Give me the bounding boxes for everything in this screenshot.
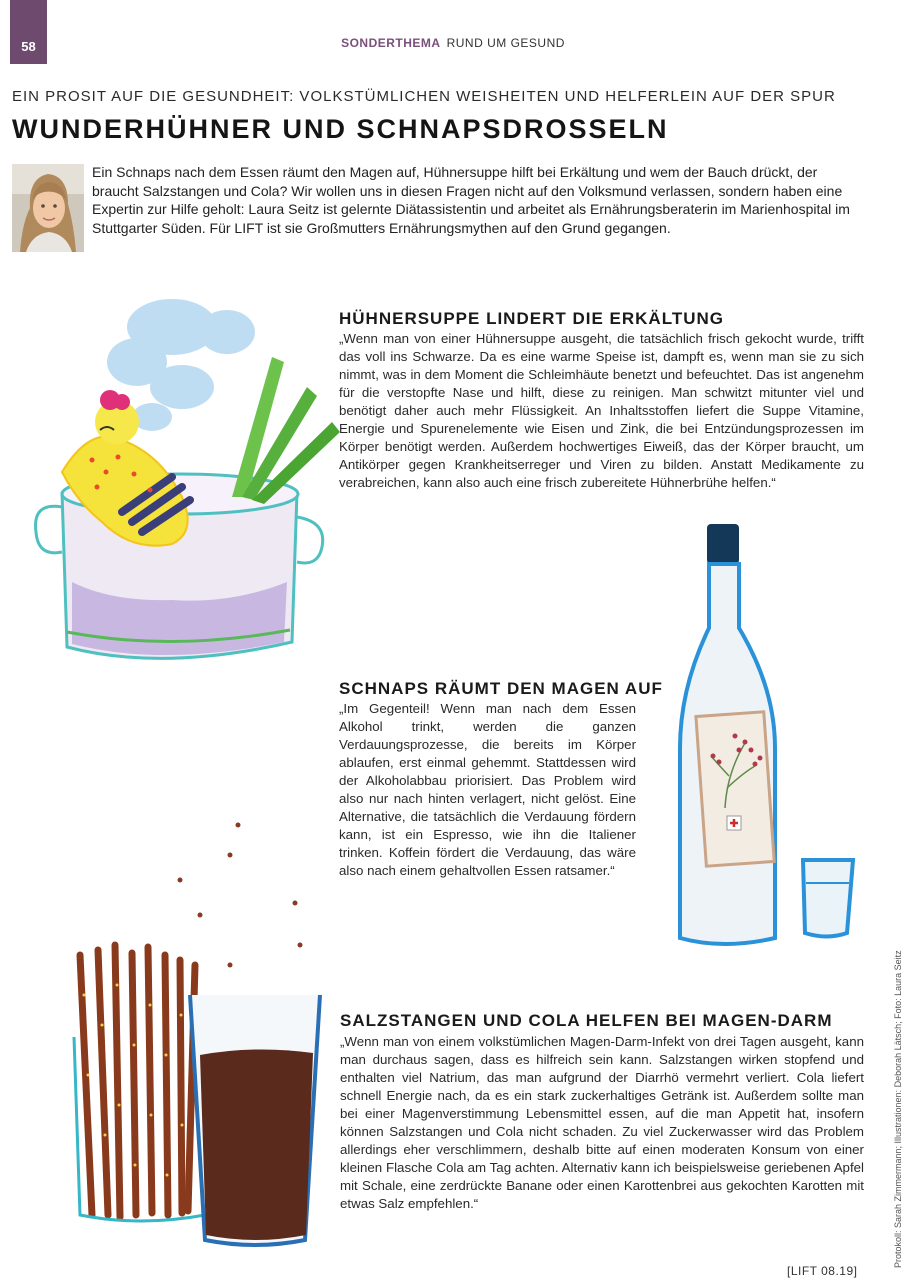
- article-headline: WUNDERHÜHNER UND SCHNAPSDROSSELN: [12, 114, 669, 144]
- section-title-pretzels-cola: SALZSTANGEN UND COLA HELFEN BEI MAGEN-DARM: [340, 1011, 833, 1030]
- article-kicker: EIN PROSIT AUF DIE GESUNDHEIT: VOLKSTÜMLICHEN WEISHEITEN UND HELFERLEIN AUF DER SPUR: [12, 88, 836, 105]
- topic-label: RUND UM GESUND: [446, 36, 565, 50]
- section-text-pretzels-cola: „Wenn man von einem volkstümlichen Magen-Darm-Infekt von drei Tagen ausgeht, kann man durchaus sagen, dass es hilfreich sein kann. Salzstangen wirken stopfend und enthalten viel Natrium, das man aufgrund der Diarrhö vermehrt verliert. Cola liefert schnell Energie nach, da es ein stark zuckerhaltiges Getränk ist. Außerdem sollte man bei einer Magenverstimmung Lebensmittel essen, auf die man Appetit hat, insofern können Salzstangen und Cola nicht schaden. Zu viel Zuckerwasser wird das Problem allerdings eher verschlimmern, deshalb bitte auf einen moderaten Konsum von einer kleinen Flasche Cola am Tag achten. Alternativ kann ich beispielsweise geriebenen Apfel mit Schale, eine zerdrückte Banane oder einen Karottenbrei aus gekochten Karotten mit etwas Salz empfehlen.“: [340, 1034, 864, 1211]
- credits-line: Protokoll: Sarah Zimmermann; Illustrationen: Deborah Lätsch; Foto: Laura Seitz: [893, 950, 903, 1268]
- page-number-tab: [10, 0, 47, 64]
- article-intro: Ein Schnaps nach dem Essen räumt den Magen auf, Hühnersuppe hilft bei Erkältung und wem der Bauch drückt, der braucht Salzstangen und Cola? Wir wollen uns in diesen Fragen nicht auf den Volksmund verlassen, sondern haben eine Expertin zur Hilfe geholt: Laura Seitz ist gelernte Diätassistentin und arbeitet als Ernährungsberaterin im Marienhospital im Stuttgarter Süden. Für LIFT ist sie Großmutters Ernährungsmythen auf den Grund gegangen.: [92, 164, 850, 236]
- section-title-chicken-soup: HÜHNERSUPPE LINDERT DIE ERKÄLTUNG: [339, 309, 724, 328]
- page-number: 58: [21, 39, 36, 54]
- chicken-soup-illustration: [22, 282, 342, 692]
- issue-label: [LIFT 08.19]: [787, 1264, 858, 1278]
- running-header: [0, 36, 906, 50]
- author-portrait: [12, 164, 84, 252]
- section-label: SONDERTHEMA: [341, 36, 441, 50]
- pretzel-cola-illustration: [70, 815, 340, 1255]
- section-title-schnaps: SCHNAPS RÄUMT DEN MAGEN AUF: [339, 679, 663, 698]
- section-text-schnaps: „Im Gegenteil! Wenn man nach dem Essen Alkohol trinkt, werden die ganzen Verdauungsprozesse, die bereits im Körper ablaufen, erst einmal gehemmt. Stattdessen wird der Alkoholabbau priorisiert. Das Problem wird also nur nach hinten verlagert, nicht gelöst. Eine Alternative, die tatsächlich die Verdauung fördern kann, ist ein Espresso, wie ihn die Italiener trinken. Koffein fördert die Verdauung, das wäre also nach einem gehaltvollen Essen ratsamer.“: [339, 701, 636, 878]
- section-text-chicken-soup: „Wenn man von einer Hühnersuppe ausgeht, die tatsächlich frisch gekocht wurde, trifft das voll ins Schwarze. Da es eine warme Speise ist, dampft es, wenn man sie zu sich nimmt, was in dem Moment die Schleimhäute benetzt und befeuchtet. Das ist angenehm für die verstopfte Nase und hilft, diese zu reinigen. Man schwitzt mitunter viel und benötigt daher auch mehr Flüssigkeit. An Inhaltsstoffen liefert die Suppe Vitamine, Energie und Spurenelemente wie Eisen und Zink, die bei Entzündungsprozessen im Körper benötigt werden. Außerdem hochwertiges Eiweiß, das der Körper braucht, um Antikörper gegen Krankheitserreger und Viren zu bilden. Anstatt Medikamente zu verabreichen, kann also auch eine frisch zubereitete Hühnerbrühe helfen.“: [339, 331, 864, 490]
- schnaps-bottle-illustration: [665, 518, 865, 958]
